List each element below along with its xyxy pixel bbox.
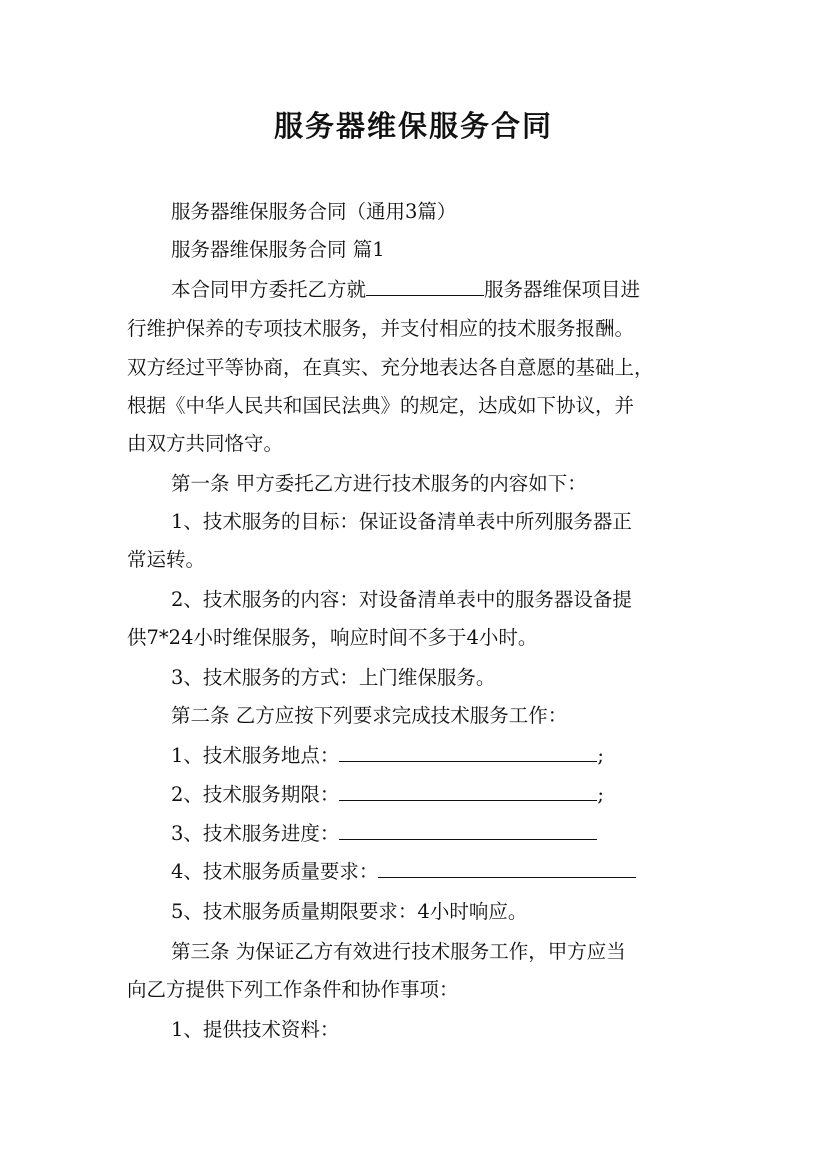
intro-pre: 本合同甲方委托乙方就 — [171, 278, 367, 301]
article-3-line-2: 向乙方提供下列工作条件和协作事项： — [127, 978, 459, 1001]
article-2-item-5: 5、技术服务质量期限要求：4小时响应。 — [171, 900, 528, 923]
article-1-item-1-line-2: 常运转。 — [127, 548, 206, 571]
article-3-item-1: 1、提供技术资料： — [171, 1018, 340, 1041]
article-1-heading: 第一条 甲方委托乙方进行技术服务的内容如下： — [171, 472, 587, 495]
service-location-label: 1、技术服务地点： — [171, 744, 340, 767]
quality-requirement-label: 4、技术服务质量要求： — [171, 860, 379, 883]
project-blank — [366, 271, 484, 296]
article-1-item-2-line-1: 2、技术服务的内容：对设备清单表中的服务器设备提 — [171, 588, 632, 611]
quality-requirement-blank — [378, 853, 636, 878]
intro-line-2: 行维护保养的专项技术服务，并支付相应的技术服务报酬。 — [127, 317, 635, 340]
document-title: 服务器维保服务合同 — [273, 109, 553, 143]
article-1-item-2-line-2: 供7*24小时维保服务，响应时间不多于4小时。 — [127, 626, 538, 649]
article-1-item-3: 3、技术服务的方式：上门维保服务。 — [171, 666, 496, 689]
article-2-heading: 第二条 乙方应按下列要求完成技术服务工作： — [171, 704, 568, 727]
service-period-blank — [339, 776, 597, 801]
intro-post: 服务器维保项目进 — [484, 278, 641, 301]
semicolon: ; — [597, 744, 604, 767]
service-progress-blank — [339, 815, 597, 840]
part-heading: 服务器维保服务合同 篇1 — [171, 238, 385, 261]
intro-line-4: 根据《中华人民共和国民法典》的规定，达成如下协议，并 — [127, 394, 635, 417]
intro-line-3: 双方经过平等协商，在真实、充分地表达各自意愿的基础上， — [127, 356, 654, 379]
intro-line-5: 由双方共同恪守。 — [127, 432, 284, 455]
article-1-item-1-line-1: 1、技术服务的目标：保证设备清单表中所列服务器正 — [171, 510, 632, 533]
service-period-label: 2、技术服务期限： — [171, 783, 340, 806]
service-progress-label: 3、技术服务进度： — [171, 822, 340, 845]
subtitle: 服务器维保服务合同（通用3篇） — [171, 200, 457, 223]
semicolon: ; — [597, 783, 604, 806]
article-3-line-1: 第三条 为保证乙方有效进行技术服务工作，甲方应当 — [171, 940, 626, 963]
service-location-blank — [339, 737, 597, 762]
